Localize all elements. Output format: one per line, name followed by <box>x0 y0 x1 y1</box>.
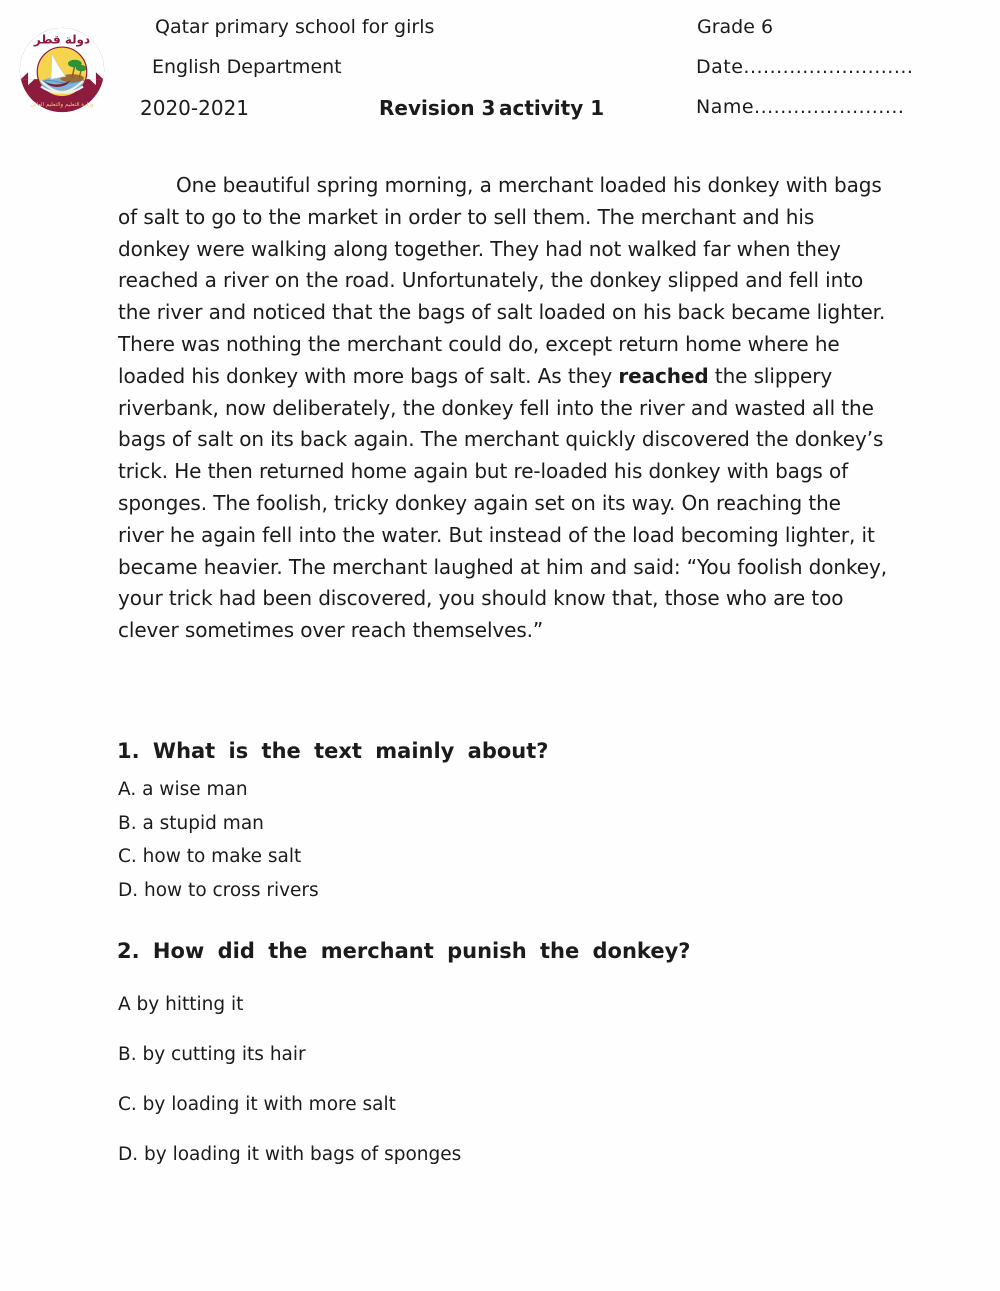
reading-passage <box>118 170 890 647</box>
question-1-option-d[interactable]: D. how to cross rivers <box>118 879 319 901</box>
revision-title: Revision 3 <box>379 96 496 120</box>
question-2-option-d[interactable]: D. by loading it with bags of sponges <box>118 1144 462 1165</box>
question-2-option-c[interactable]: C. by loading it with more salt <box>118 1094 396 1115</box>
school-name: Qatar primary school for girls <box>155 16 435 38</box>
department-name: English Department <box>152 56 342 78</box>
question-1-option-c[interactable]: C. how to make salt <box>118 846 302 867</box>
question-1-option-b[interactable]: B. a stupid man <box>118 812 264 834</box>
name-field[interactable]: Name....................... <box>696 96 905 118</box>
svg-text:وزارة التعليم والتعليم العالي: وزارة التعليم والتعليم العالي <box>30 101 94 108</box>
passage-bold-word: reached <box>618 363 709 388</box>
question-1-options <box>118 773 319 907</box>
question-2-option-b[interactable]: B. by cutting its hair <box>118 1044 306 1065</box>
passage-text-part1: One beautiful spring morning, a merchant loaded his donkey with bags of salt to go to the market in order to sell them. The merchant and his donkey were walking along together. They had not walked far when they reached a river on the road. Unfortunately, the donkey slipped and fell into the river and noticed that the bags of salt loaded on his back became lighter. There was nothing the merchant could do, except return home where he loaded his donkey with more bags of salt. As they <box>118 173 886 388</box>
ministry-of-education-logo-icon <box>18 25 106 115</box>
activity-title: activity 1 <box>499 96 605 120</box>
grade-label: Grade 6 <box>697 16 774 38</box>
question-1-option-a[interactable]: A. a wise man <box>118 779 248 800</box>
passage-text-part2: the slippery riverbank, now deliberately, the donkey fell into the river and wasted all the bags of salt on its back again. The merchant quickly discovered the donkey’s trick. He then returned home again but re-loaded his donkey with bags of sponges. The foolish, tricky donkey again set on its way. On reaching the river he again fell into the water. But instead of the load becoming lighter, it became heavier. The merchant laughed at him and said: “You foolish donkey, your trick had been discovered, you should know that, those who are too clever sometimes over reach themselves.” <box>118 363 887 643</box>
date-field[interactable]: Date.......................... <box>696 56 914 78</box>
question-2-title: 2. How did the merchant punish the donkey? <box>117 939 691 963</box>
svg-text:دولة قطر: دولة قطر <box>33 32 91 47</box>
question-2-option-a[interactable]: A by hitting it <box>118 994 244 1015</box>
school-year: 2020-2021 <box>140 96 250 120</box>
question-2-options <box>118 980 461 1180</box>
question-1-title: 1. What is the text mainly about? <box>117 739 549 763</box>
